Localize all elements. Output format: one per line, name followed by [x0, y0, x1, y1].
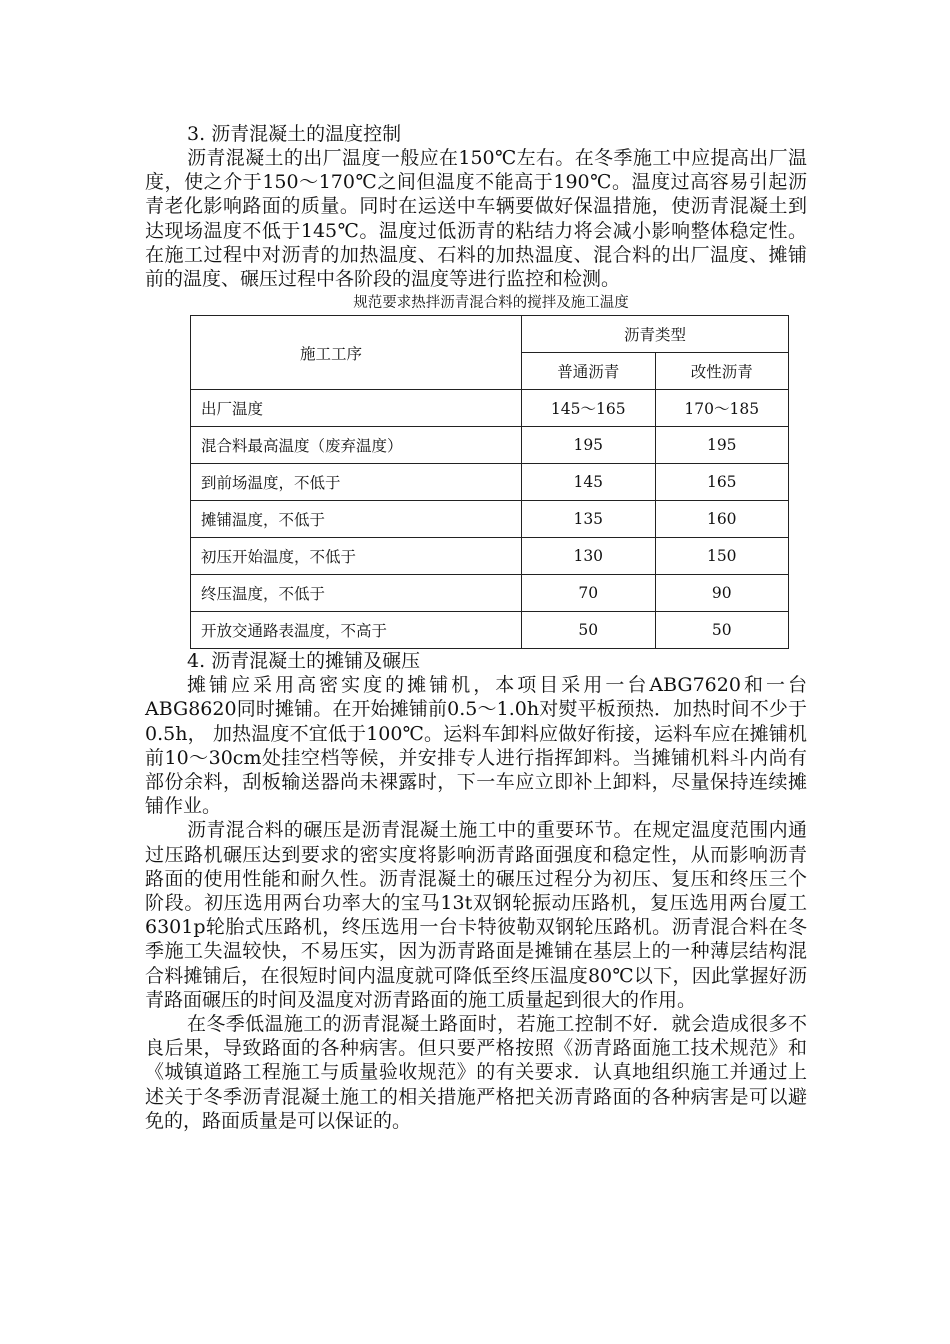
asphalt-type-header: 沥青类型 [522, 316, 789, 353]
row-label: 摊铺温度，不低于 [191, 501, 522, 538]
row-label: 初压开始温度，不低于 [191, 538, 522, 575]
normal-value: 70 [522, 575, 656, 612]
normal-value: 195 [522, 427, 656, 464]
temperature-table [190, 315, 789, 649]
normal-value: 130 [522, 538, 656, 575]
modified-value: 165 [655, 464, 789, 501]
modified-value: 195 [655, 427, 789, 464]
table-caption: 规范要求热拌沥青混合料的搅拌及施工温度 [353, 295, 629, 312]
normal-asphalt-header: 普通沥青 [522, 353, 656, 390]
normal-value: 145～165 [522, 390, 656, 427]
row-label: 混合料最高温度（废弃温度） [191, 427, 522, 464]
section-3-heading: 3. 沥青混凝土的温度控制 [187, 123, 402, 145]
table-row [191, 464, 789, 501]
table-row [191, 575, 789, 612]
table-row [191, 612, 789, 649]
section-4-paragraph-1: 摊铺应采用高密实度的摊铺机，本项目采用一台ABG7620和一台ABG8620同时摊铺。在开始摊铺前0.5～1.0h对熨平板预热．加热时间不少于0.5h， 加热温度不宜低于100℃。运料车卸料应做好衔接，运料车应在摊铺机前10～30cm处挂空档等候，并安排专人进行指挥卸料。当摊铺机料斗内尚有部份余料，刮板输送器尚未裸露时，下一车应立即补上卸料，尽量保持连续摊铺作业。 [145, 674, 807, 818]
normal-value: 50 [522, 612, 656, 649]
modified-asphalt-header: 改性沥青 [655, 353, 789, 390]
table-row [191, 538, 789, 575]
modified-value: 90 [655, 575, 789, 612]
section-4-paragraph-3: 在冬季低温施工的沥青混凝土路面时，若施工控制不好．就会造成很多不良后果，导致路面的各种病害。但只要严格按照《沥青路面施工技术规范》和《城镇道路工程施工与质量验收规范》的有关要求．认真地组织施工并通过上述关于冬季沥青混凝土施工的相关措施严格把关沥青路面的各种病害是可以避免的，路面质量是可以保证的。 [145, 1013, 807, 1132]
section-4-paragraph-2: 沥青混合料的碾压是沥青混凝土施工中的重要环节。在规定温度范围内通过压路机碾压达到要求的密实度将影响沥青路面强度和稳定性，从而影响沥青路面的使用性能和耐久性。沥青混凝土的碾压过程分为初压、复压和终压三个阶段。初压选用两台功率大的宝马13t双钢轮振动压路机，复压选用两台厦工6301p轮胎式压路机，终压选用一台卡特彼勒双钢轮压路机。沥青混合料在冬季施工失温较快，不易压实，因为沥青路面是摊铺在基层上的一种薄层结构混合料摊铺后，在很短时间内温度就可降低至终压温度80℃以下，因此掌握好沥青路面碾压的时间及温度对沥青路面的施工质量起到很大的作用。 [145, 819, 807, 1011]
table-row [191, 501, 789, 538]
section-3-paragraph: 沥青混凝土的出厂温度一般应在150℃左右。在冬季施工中应提高出厂温度，使之介于150～170℃之间但温度不能高于190℃。温度过高容易引起沥青老化影响路面的质量。同时在运送中车辆要做好保温措施，使沥青混凝土到达现场温度不低于145℃。温度过低沥青的粘结力将会减小影响整体稳定性。在施工过程中对沥青的加热温度、石料的加热温度、混合料的出厂温度、摊铺前的温度、碾压过程中各阶段的温度等进行监控和检测。 [145, 147, 807, 291]
section-4-heading: 4. 沥青混凝土的摊铺及碾压 [187, 650, 421, 673]
row-label: 出厂温度 [191, 390, 522, 427]
normal-value: 145 [522, 464, 656, 501]
row-label: 到前场温度，不低于 [191, 464, 522, 501]
modified-value: 50 [655, 612, 789, 649]
row-label: 开放交通路表温度，不高于 [191, 612, 522, 649]
table-header-row [191, 316, 789, 353]
modified-value: 160 [655, 501, 789, 538]
table-row [191, 390, 789, 427]
modified-value: 150 [655, 538, 789, 575]
modified-value: 170～185 [655, 390, 789, 427]
table-row [191, 427, 789, 464]
row-label: 终压温度，不低于 [191, 575, 522, 612]
normal-value: 135 [522, 501, 656, 538]
document-page [145, 122, 807, 1133]
process-header: 施工工序 [191, 316, 522, 390]
